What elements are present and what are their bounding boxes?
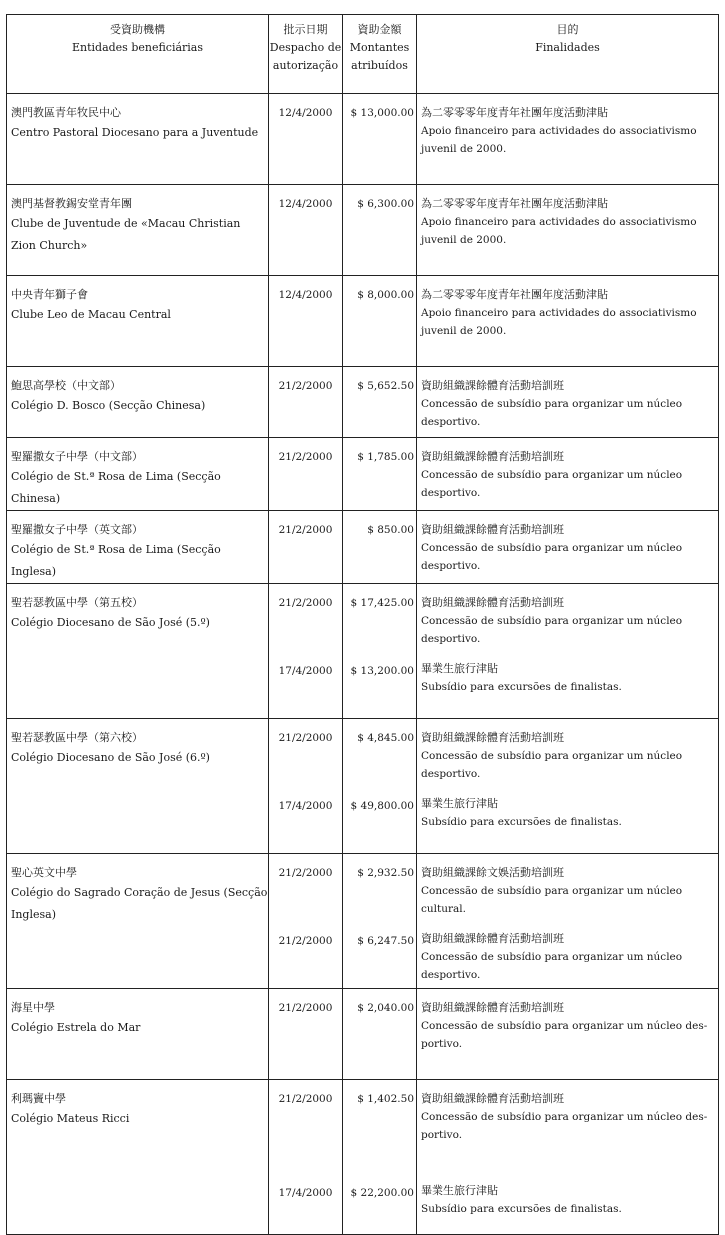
table-row [7,438,719,511]
institution-cell [7,185,269,276]
table-row [7,989,719,1080]
grant-amount: $ 6,247.50 [357,935,414,947]
grants-table [6,14,719,1235]
purpose-cell [417,511,719,584]
table-header-row [7,15,719,94]
header-entities: 受資助機構 Entidades beneficiárias [7,15,269,94]
grant-date: 17/4/2000 [278,800,333,812]
grant-date: 21/2/2000 [278,867,333,879]
institution-name-zh: 鮑思高學校（中文部） [11,379,121,392]
purpose-pt: Concessão de subsídio para organizar um núcleo desportivo. [421,951,683,981]
purpose-zh: 資助組織課餘體育活動培訓班 [421,596,564,609]
purpose-pt: Apoio financeiro para actividades do associativismo juvenil de 2000. [421,125,697,155]
grant-amount: $ 49,800.00 [350,800,414,812]
institution-name-pt: Clube Leo de Macau Central [11,308,171,321]
institution-cell [7,584,269,719]
amount-cell [343,94,417,185]
amount-cell [343,367,417,438]
institution-name-pt: Colégio de St.ª Rosa de Lima (Secção Inglesa) [11,543,221,578]
institution-name-pt: Colégio do Sagrado Coração de Jesus (Secção Inglesa) [11,886,268,921]
institution-name-zh: 海星中學 [11,1001,55,1014]
grant-purpose [417,438,718,506]
purpose-zh: 資助組織課餘體育活動培訓班 [421,450,564,463]
table-row [7,276,719,367]
grant-amount: $ 13,200.00 [350,665,414,677]
purpose-pt: Apoio financeiro para actividades do associativismo juvenil de 2000. [421,307,697,337]
grant-amount: $ 5,652.50 [357,380,414,392]
grant-date: 21/2/2000 [278,451,333,463]
institution-name-zh: 澳門基督教錫安堂青年團 [11,197,132,210]
institution-cell [7,438,269,511]
grant-date: 17/4/2000 [278,665,333,677]
grant-purpose [417,989,718,1077]
institution-cell [7,367,269,438]
institution-name-zh: 澳門教區青年牧民中心 [11,106,121,119]
purpose-zh: 資助組織課餘體育活動培訓班 [421,379,564,392]
grant-amount: $ 1,785.00 [357,451,414,463]
grant-purpose [417,185,718,273]
date-cell [269,1080,343,1235]
grant-date: 21/2/2000 [278,1093,333,1105]
grant-date: 17/4/2000 [278,1187,333,1199]
amount-cell [343,185,417,276]
purpose-cell [417,584,719,719]
grant-date: 12/4/2000 [278,107,333,119]
institution-cell [7,719,269,854]
header-amount: 資助金額 Montantes atribuídos [343,15,417,94]
date-cell [269,276,343,367]
grant-purpose [417,785,718,849]
grant-date: 21/2/2000 [278,380,333,392]
grant-purpose [417,1172,718,1230]
grant-amount: $ 2,932.50 [357,867,414,879]
purpose-pt: Concessão de subsídio para organizar um núcleo cultural. [421,885,683,915]
purpose-pt: Subsídio para excursões de finalistas. [421,681,622,693]
purpose-zh: 畢業生旅行津貼 [421,662,498,675]
grant-amount: $ 22,200.00 [350,1187,414,1199]
purpose-cell [417,367,719,438]
grant-purpose [417,511,718,579]
institution-name-pt: Clube de Juventude de «Macau Christian Zion Church» [11,217,241,252]
purpose-pt: Concessão de subsídio para organizar um núcleo desportivo. [421,469,683,499]
grant-amount: $ 850.00 [367,524,414,536]
purpose-zh: 為二零零零年度青年社團年度活動津貼 [421,106,608,119]
purpose-cell [417,989,719,1080]
grant-purpose [417,367,718,435]
institution-name-zh: 利瑪竇中學 [11,1092,66,1105]
grant-amount: $ 1,402.50 [357,1093,414,1105]
grant-date: 21/2/2000 [278,597,333,609]
amount-cell [343,1080,417,1235]
purpose-zh: 資助組織課餘體育活動培訓班 [421,1001,564,1014]
date-cell [269,185,343,276]
table-row [7,367,719,438]
purpose-pt: Concessão de subsídio para organizar um núcleo desportivo. [421,398,683,428]
grant-date: 21/2/2000 [278,732,333,744]
institution-name-pt: Colégio Diocesano de São José (5.º) [11,616,210,629]
institution-name-pt: Colégio Estrela do Mar [11,1021,141,1034]
institution-cell [7,1080,269,1235]
date-cell [269,94,343,185]
purpose-pt: Concessão de subsídio para organizar um núcleo des-portivo. [421,1111,708,1141]
institution-name-pt: Colégio D. Bosco (Secção Chinesa) [11,399,206,412]
institution-name-zh: 聖羅撒女子中學（英文部） [11,523,143,536]
purpose-cell [417,854,719,989]
grant-purpose [417,854,718,920]
purpose-pt: Subsídio para excursões de finalistas. [421,816,622,828]
institution-name-pt: Colégio Mateus Ricci [11,1112,130,1125]
amount-cell [343,438,417,511]
date-cell [269,584,343,719]
grant-amount: $ 8,000.00 [357,289,414,301]
purpose-pt: Subsídio para excursões de finalistas. [421,1203,622,1215]
amount-cell [343,584,417,719]
grant-date: 12/4/2000 [278,198,333,210]
grant-amount: $ 4,845.00 [357,732,414,744]
date-cell [269,719,343,854]
grant-amount: $ 2,040.00 [357,1002,414,1014]
purpose-cell [417,1080,719,1235]
header-date: 批示日期 Despacho de autorização [269,15,343,94]
grant-date: 12/4/2000 [278,289,333,301]
institution-name-zh: 聖心英文中學 [11,866,77,879]
amount-cell [343,989,417,1080]
institution-name-pt: Colégio Diocesano de São José (6.º) [11,751,210,764]
table-row [7,185,719,276]
header-purpose: 目的 Finalidades [417,15,719,94]
amount-cell [343,511,417,584]
grant-date: 21/2/2000 [278,935,333,947]
table-row [7,719,719,854]
purpose-cell [417,185,719,276]
amount-cell [343,276,417,367]
purpose-cell [417,94,719,185]
purpose-pt: Concessão de subsídio para organizar um núcleo desportivo. [421,750,683,780]
table-row [7,584,719,719]
institution-cell [7,511,269,584]
grant-purpose [417,920,718,984]
purpose-pt: Apoio financeiro para actividades do associativismo juvenil de 2000. [421,216,697,246]
institution-name-zh: 中央青年獅子會 [11,288,88,301]
purpose-zh: 資助組織課餘體育活動培訓班 [421,1092,564,1105]
purpose-zh: 資助組織課餘體育活動培訓班 [421,932,564,945]
institution-name-zh: 聖若瑟教區中學（第五校） [11,596,143,609]
purpose-cell [417,719,719,854]
purpose-zh: 畢業生旅行津貼 [421,797,498,810]
grant-purpose [417,650,718,714]
table-row [7,94,719,185]
table-row [7,1080,719,1235]
amount-cell [343,854,417,989]
grant-date: 21/2/2000 [278,524,333,536]
table-row [7,854,719,989]
grant-amount: $ 13,000.00 [350,107,414,119]
grant-purpose [417,1080,718,1172]
institution-name-zh: 聖若瑟教區中學（第六校） [11,731,143,744]
purpose-zh: 為二零零零年度青年社團年度活動津貼 [421,288,608,301]
institution-cell [7,989,269,1080]
date-cell [269,989,343,1080]
institution-name-pt: Centro Pastoral Diocesano para a Juventude [11,126,259,139]
purpose-zh: 資助組織課餘文娛活動培訓班 [421,866,564,879]
grant-amount: $ 17,425.00 [350,597,414,609]
purpose-cell [417,276,719,367]
purpose-pt: Concessão de subsídio para organizar um núcleo desportivo. [421,542,683,572]
date-cell [269,511,343,584]
institution-cell [7,94,269,185]
amount-cell [343,719,417,854]
grant-purpose [417,584,718,650]
purpose-zh: 資助組織課餘體育活動培訓班 [421,523,564,536]
grant-date: 21/2/2000 [278,1002,333,1014]
purpose-pt: Concessão de subsídio para organizar um núcleo desportivo. [421,615,683,645]
grant-purpose [417,276,718,364]
grant-amount: $ 6,300.00 [357,198,414,210]
institution-name-zh: 聖羅撒女子中學（中文部） [11,450,143,463]
table-row [7,511,719,584]
purpose-cell [417,438,719,511]
institution-cell [7,276,269,367]
institution-name-pt: Colégio de St.ª Rosa de Lima (Secção Chinesa) [11,470,221,505]
date-cell [269,367,343,438]
date-cell [269,854,343,989]
grant-purpose [417,94,718,182]
purpose-pt: Concessão de subsídio para organizar um núcleo des-portivo. [421,1020,708,1050]
purpose-zh: 資助組織課餘體育活動培訓班 [421,731,564,744]
purpose-zh: 畢業生旅行津貼 [421,1184,498,1197]
table-body [7,94,719,1235]
grant-purpose [417,719,718,785]
institution-cell [7,854,269,989]
date-cell [269,438,343,511]
purpose-zh: 為二零零零年度青年社團年度活動津貼 [421,197,608,210]
